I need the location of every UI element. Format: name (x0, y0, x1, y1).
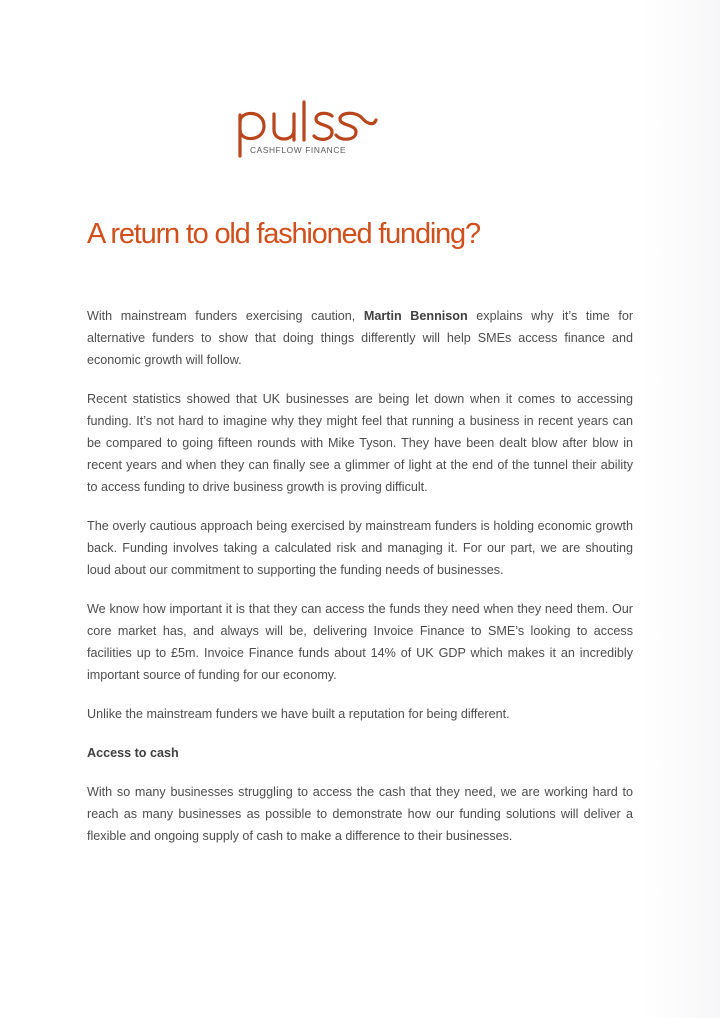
section-heading: Access to cash (87, 746, 179, 760)
intro-paragraph (87, 305, 633, 371)
body-paragraph: Unlike the mainstream funders we have built a reputation for being different. (87, 707, 510, 721)
intro-text-before: With mainstream funders exercising caution, (87, 309, 364, 323)
body-paragraph: We know how important it is that they can access the funds they need when they need them. Our core market has, and always will be, delivering Invoice Finance to SME’s looking to access facilities up to £5m. Invoice Finance funds about 14% of UK GDP which makes it an incredibly important source of funding for our economy. (87, 602, 633, 682)
logo-tagline: CASHFLOW FINANCE (250, 145, 347, 155)
closing-paragraph: With so many businesses struggling to access the cash that they need, we are working hard to reach as many businesses as possible to demonstrate how our funding solutions will deliver a flexible and ongoing supply of cash to make a difference to their businesses. (87, 785, 633, 843)
article-body (87, 305, 633, 847)
page-edge-shadow (640, 0, 720, 1018)
author-name: Martin Bennison (363, 309, 468, 323)
body-paragraph: Recent statistics showed that UK businesses are being let down when it comes to accessing funding. It’s not hard to imagine why they might feel that running a business in recent years can be compared to going fifteen rounds with Mike Tyson. They have been dealt blow after blow in recent years and when they can finally see a glimmer of light at the end of the tunnel their ability to access funding to drive business growth is proving difficult. (87, 392, 633, 494)
body-paragraph: The overly cautious approach being exercised by mainstream funders is holding economic growth back. Funding involves taking a calculated risk and managing it. For our part, we are shouting loud about our commitment to supporting the funding needs of businesses. (87, 519, 633, 577)
article-title: A return to old fashioned funding? (87, 218, 480, 250)
pulse-logo (236, 100, 382, 160)
intro-text-after: explains why it’s time for alternative funders to show that doing things differently will help SMEs access finance and economic growth will follow. (87, 309, 634, 367)
